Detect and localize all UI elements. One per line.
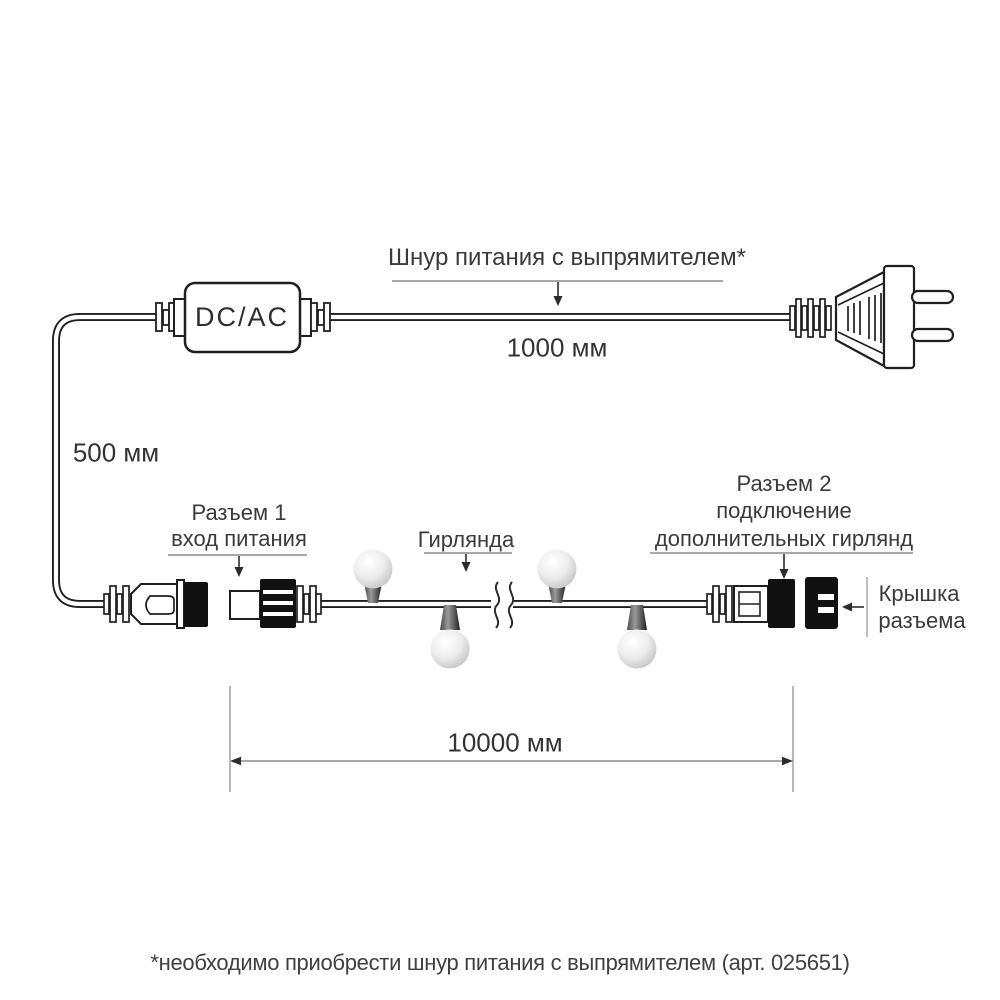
- power-cord-label: Шнур питания с выпрямителем*: [388, 243, 746, 271]
- light-bulb: [431, 605, 470, 669]
- strain-relief: [790, 299, 831, 337]
- connector2: [707, 579, 795, 628]
- light-bulb: [538, 550, 577, 604]
- bulb-socket: [627, 605, 647, 630]
- connector1-male: [104, 580, 208, 628]
- connector1-female: [230, 579, 321, 628]
- cap-label-line1: Крышка: [878, 580, 960, 606]
- connector-cap: [805, 577, 838, 629]
- connector-nut: [768, 579, 795, 628]
- leader-connector1: [168, 555, 307, 577]
- connector1-label-line2: вход питания: [171, 525, 307, 551]
- light-bulb: [354, 550, 393, 604]
- leader-connector2: [650, 553, 913, 579]
- strain-relief: [297, 586, 321, 622]
- power-plug: [790, 266, 953, 368]
- plug-prong: [912, 329, 953, 341]
- strain-relief: [311, 303, 330, 331]
- strain-relief: [156, 303, 175, 331]
- connector2-label-line3: дополнительных гирлянд: [654, 525, 914, 551]
- plug-prong: [912, 291, 953, 303]
- light-bulb: [618, 605, 657, 669]
- strain-relief: [104, 586, 129, 622]
- converter-label: DC/AC: [194, 302, 290, 333]
- garland-label: Гирлянда: [417, 526, 515, 552]
- leader-power-cord: [392, 281, 723, 306]
- power-cord-length-label: 1000 мм: [506, 332, 608, 363]
- footnote: *необходимо приобрести шнур питания с выпрямителем (арт. 025651): [150, 949, 850, 975]
- connector2-label-line1: Разъем 2: [736, 470, 832, 496]
- connector-nut: [184, 582, 208, 627]
- leader-cap: [842, 577, 867, 637]
- connector1-label-line1: Разъем 1: [191, 499, 287, 525]
- bulb-socket: [440, 605, 460, 630]
- wire-break-icon: [491, 582, 513, 628]
- garland-length-label: 10000 мм: [447, 727, 563, 758]
- strain-relief: [707, 586, 732, 622]
- leader-garland: [424, 553, 512, 572]
- cap-label-line2: разъема: [878, 607, 966, 633]
- connector2-label-line2: подключение: [716, 497, 852, 523]
- adapter-cord-length-label: 500 мм: [72, 437, 160, 468]
